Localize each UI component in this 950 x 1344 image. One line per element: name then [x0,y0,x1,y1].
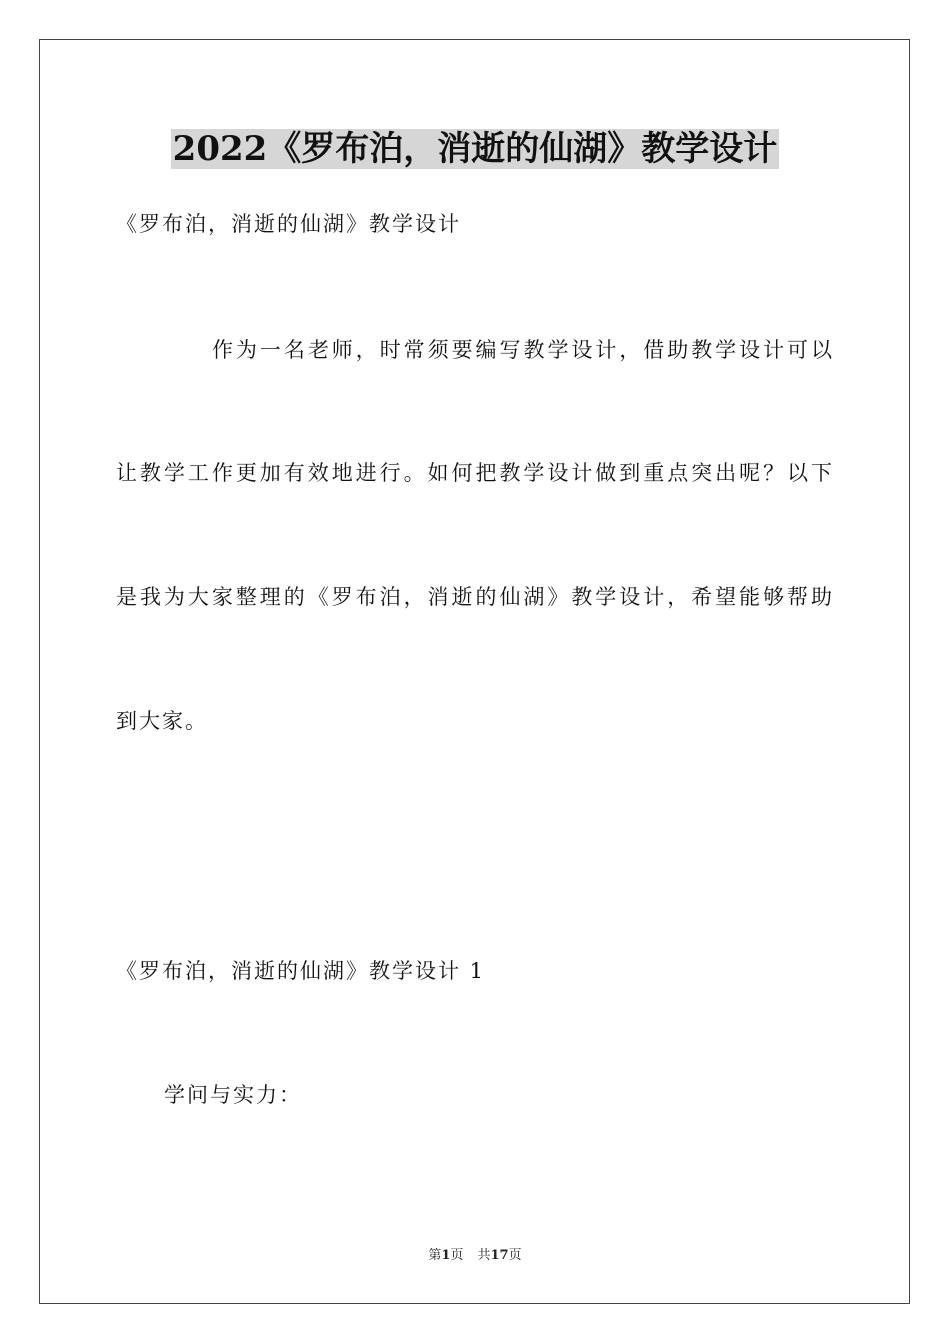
footer-total-suffix: 页 [508,1248,522,1263]
footer-total-pages: 17 [490,1248,509,1263]
intro-line-3: 是我为大家整理的《罗布泊，消逝的仙湖》教学设计，希望能够帮助 [116,585,832,609]
document-subtitle: 《罗布泊，消逝的仙湖》教学设计 [116,212,461,236]
page-footer [0,1246,950,1266]
section-heading: 《罗布泊，消逝的仙湖》教学设计 1 [116,959,486,983]
footer-page-number: 1 [441,1248,451,1263]
intro-line-4: 到大家。 [116,709,208,733]
footer-page-suffix: 页 [450,1248,464,1263]
footer-total-prefix: 共 [477,1248,491,1263]
document-title [0,124,950,174]
intro-line-2: 让教学工作更加有效地进行。如何把教学设计做到重点突出呢？以下 [116,461,832,485]
section-subheading: 学问与实力： [164,1083,302,1107]
document-title-text: 2022《罗布泊，消逝的仙湖》教学设计 [172,129,778,169]
intro-line-1: 作为一名老师，时常须要编写教学设计，借助教学设计可以 [212,338,832,362]
footer-page-prefix: 第 [428,1248,442,1263]
